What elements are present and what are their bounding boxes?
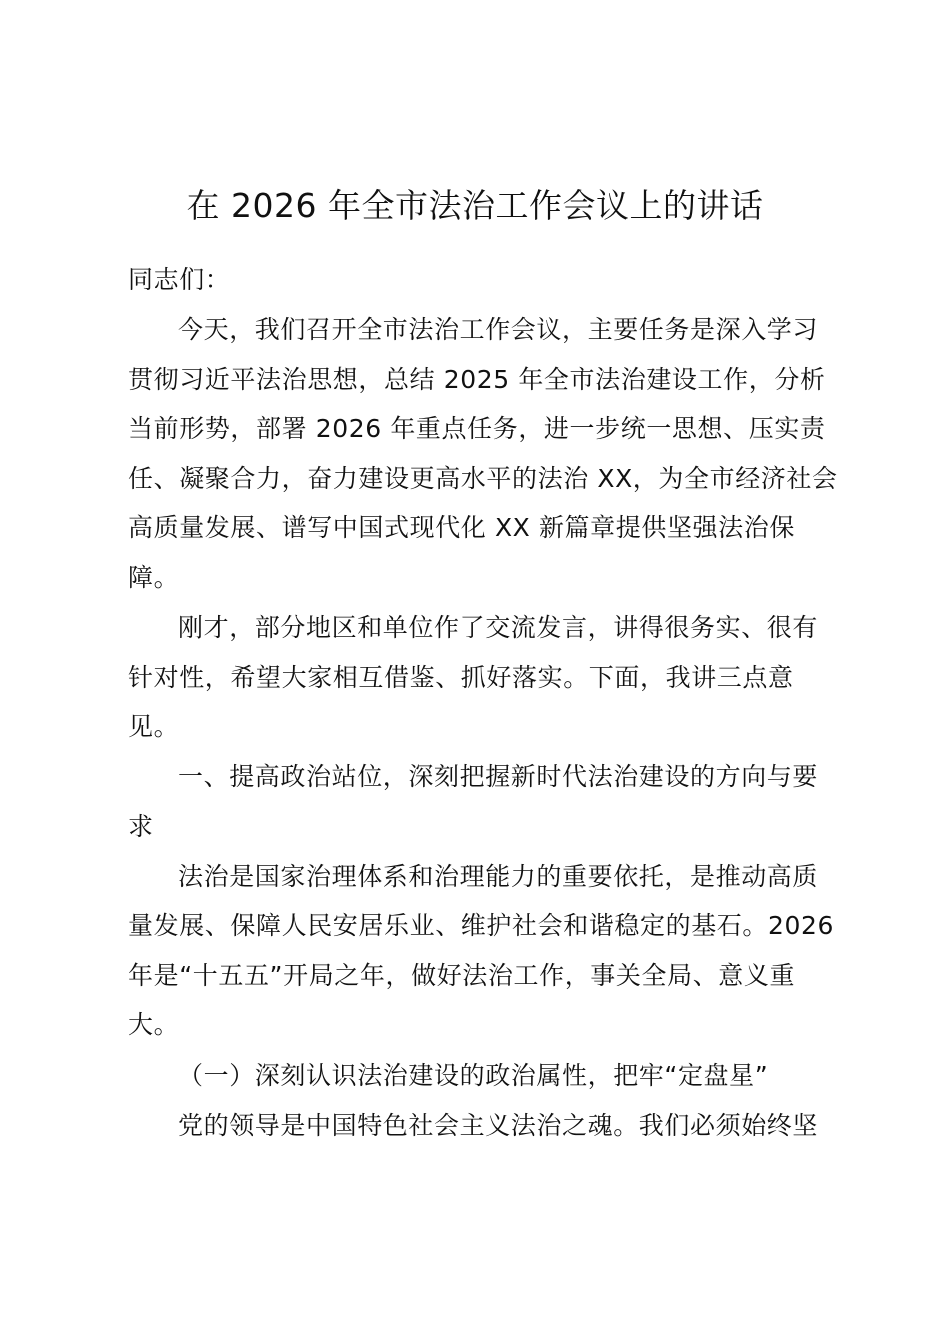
paragraph-line: 针对性，希望大家相互借鉴、抓好落实。下面，我讲三点意: [128, 663, 794, 692]
paragraph-line: 刚才，部分地区和单位作了交流发言，讲得很务实、很有: [178, 613, 819, 642]
paragraph-line: 大。: [128, 1010, 180, 1039]
document-title: 在 2026 年全市法治工作会议上的讲话: [186, 186, 764, 225]
paragraph-line: 今天，我们召开全市法治工作会议，主要任务是深入学习: [178, 315, 819, 344]
paragraph-line: 法治是国家治理体系和治理能力的重要依托，是推动高质: [178, 862, 819, 891]
section-heading-line: 求: [128, 812, 154, 841]
paragraph-line: 见。: [128, 712, 180, 741]
paragraph-line: 党的领导是中国特色社会主义法治之魂。我们必须始终坚: [178, 1111, 819, 1140]
paragraph-line: 量发展、保障人民安居乐业、维护社会和谐稳定的基石。2026: [128, 911, 835, 940]
section-heading-line: 一、提高政治站位，深刻把握新时代法治建设的方向与要: [178, 762, 819, 791]
paragraph-line: 高质量发展、谱写中国式现代化 XX 新篇章提供坚强法治保: [128, 513, 795, 542]
paragraph-line: 任、凝聚合力，奋力建设更高水平的法治 XX，为全市经济社会: [128, 464, 838, 493]
paragraph-line: 贯彻习近平法治思想，总结 2025 年全市法治建设工作，分析: [128, 365, 826, 394]
salutation-line: 同志们：: [128, 265, 231, 294]
paragraph-line: 当前形势，部署 2026 年重点任务，进一步统一思想、压实责: [128, 414, 826, 443]
paragraph-line: 年是“十五五”开局之年，做好法治工作，事关全局、意义重: [128, 961, 796, 990]
subsection-heading-line: （一）深刻认识法治建设的政治属性，把牢“定盘星”: [178, 1061, 769, 1090]
paragraph-line: 障。: [128, 563, 180, 592]
